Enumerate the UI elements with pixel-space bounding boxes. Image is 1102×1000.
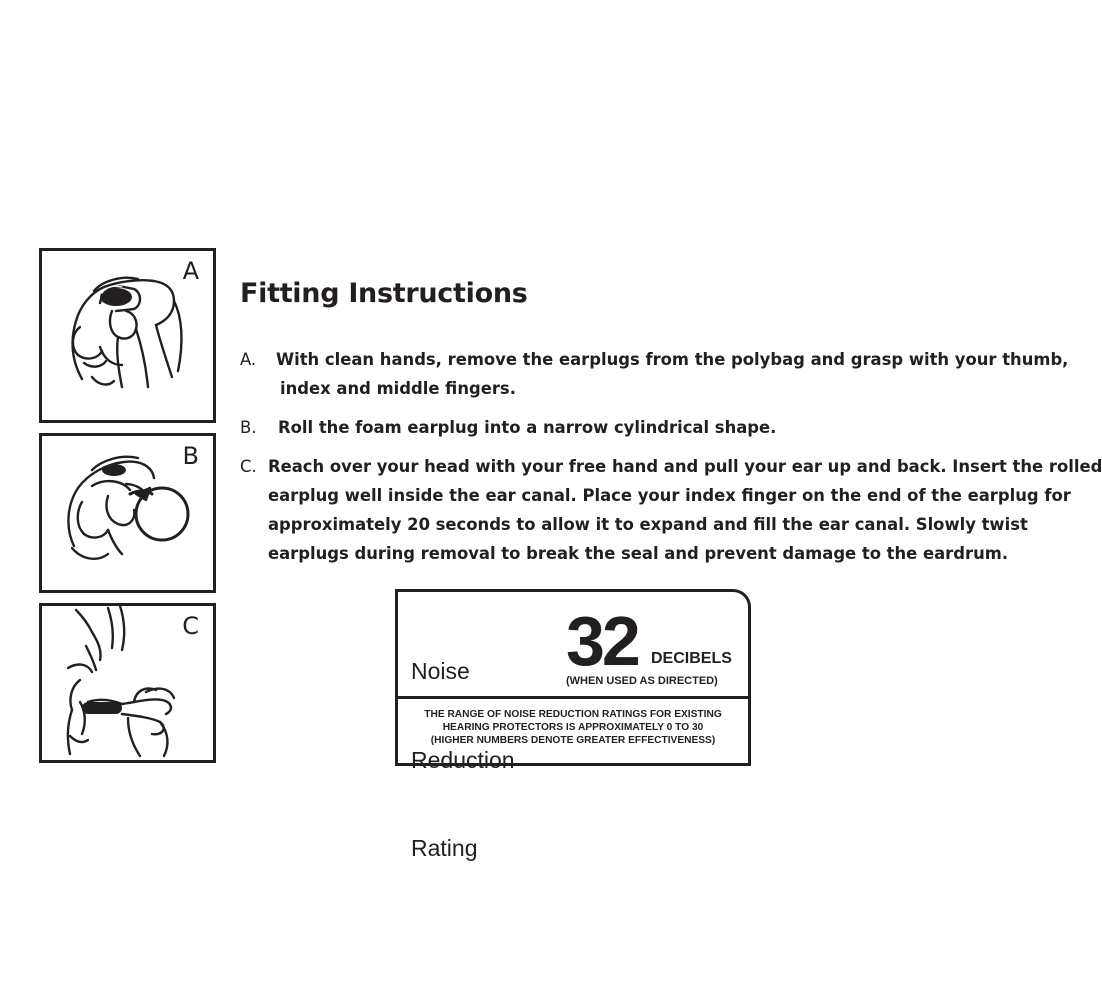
page-title: Fitting Instructions [240,278,528,309]
step-text [268,452,1102,568]
panel-b-letter: B [182,442,199,470]
nrr-unit: DECIBELS [651,650,732,667]
nrr-value: 32 [566,602,638,680]
nrr-label-line: Rating [411,835,478,861]
nrr-label-line: Noise [411,658,470,684]
step-text [278,413,776,442]
step-line: approximately 20 seconds to allow it to expand and fill the ear canal. Slowly twist [268,515,1028,534]
nrr-divider [398,696,748,699]
step-line: With clean hands, remove the earplugs from the polybag and grasp with your thumb, [276,350,1069,369]
nrr-note-line: HEARING PROTECTORS IS APPROXIMATELY 0 TO 30 [442,722,704,733]
panel-c-letter: C [182,612,199,640]
step-line: Reach over your head with your free hand and pull your ear up and back. Insert the rolled [268,457,1102,476]
fingers-rolling-earplug-icon [42,436,213,590]
panel-a-letter: A [182,257,199,285]
step-line: index and middle fingers. [280,379,516,398]
step-label: B. [240,418,257,437]
step-label: C. [240,457,257,476]
noise-reduction-rating-box [395,589,751,861]
step-line: Roll the foam earplug into a narrow cylindrical shape. [278,418,777,437]
panel-b-illustration [39,433,216,593]
nrr-label-line: Reduction [411,746,515,773]
inserting-earplug-into-ear-icon [42,606,213,760]
panel-c-illustration [39,603,216,763]
step-label: A. [240,350,257,369]
nrr-note-line: (HIGHER NUMBERS DENOTE GREATER EFFECTIVENESS) [430,735,716,746]
step-text [276,345,1068,403]
step-line: earplug well inside the ear canal. Place your index finger on the end of the earplug for [268,486,1071,505]
fingers-grasping-earplug-icon [42,251,213,420]
nrr-note-line: THE RANGE OF NOISE REDUCTION RATINGS FOR EXISTING [424,709,722,720]
nrr-note [398,708,748,747]
step-line: earplugs during removal to break the seal and prevent damage to the eardrum. [268,544,1009,563]
panel-a-illustration [39,248,216,423]
nrr-directed: (WHEN USED AS DIRECTED) [566,675,718,687]
nrr-label [411,598,515,923]
